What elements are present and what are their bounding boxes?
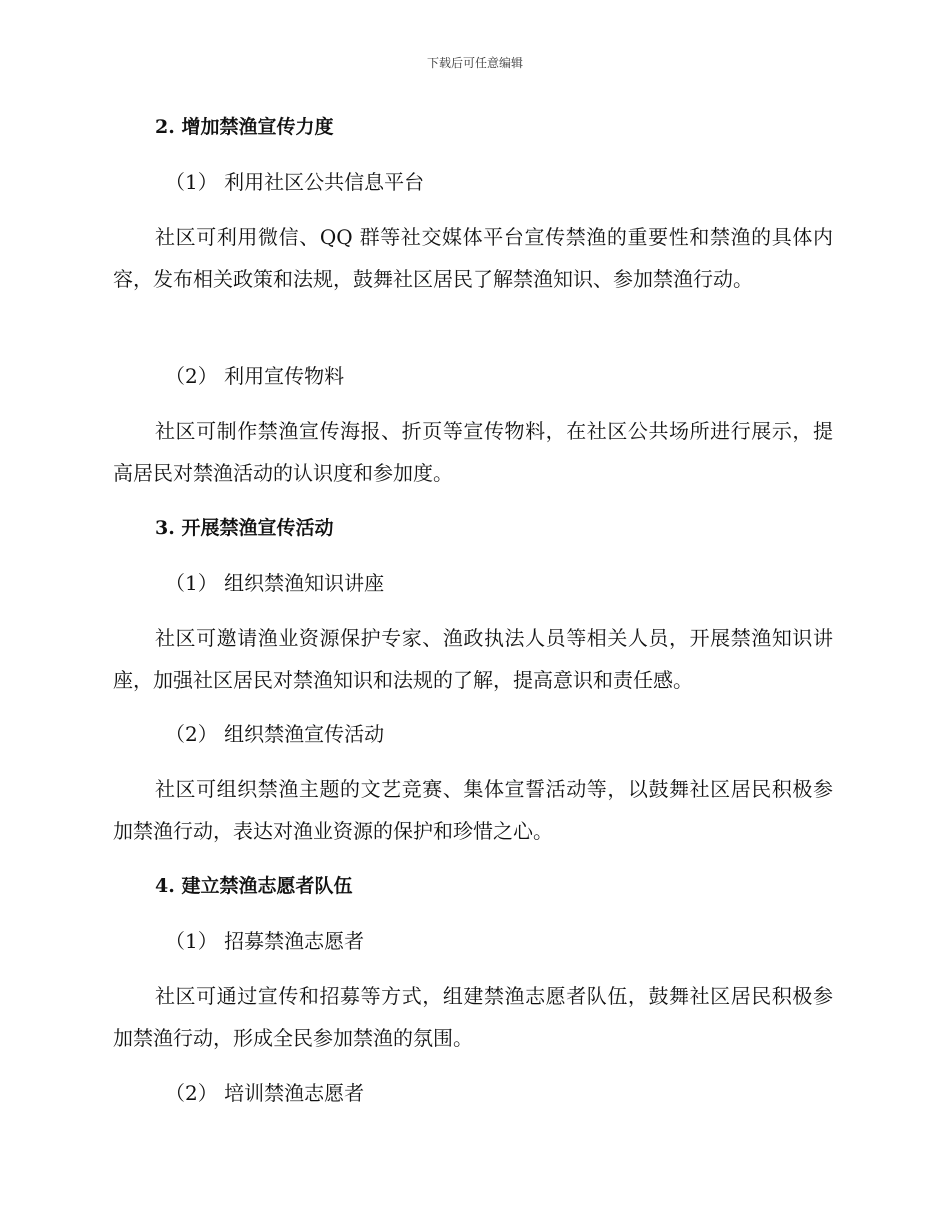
section-heading-4: 4. 建立禁渔志愿者队伍 <box>155 875 353 897</box>
paragraph-4-1: 社区可通过宣传和招募等方式，组建禁渔志愿者队伍，鼓舞社区居民积极参加禁渔行动，形成全民参加禁渔的氛围。 <box>113 984 833 1050</box>
section-heading-2: 2. 增加禁渔宣传力度 <box>155 116 334 138</box>
paragraph-2-1: 社区可利用微信、QQ 群等社交媒体平台宣传禁渔的重要性和禁渔的具体内容，发布相关政策和法规，鼓舞社区居民了解禁渔知识、参加禁渔行动。 <box>113 225 833 291</box>
subheading-3-1: （1） 组织禁渔知识讲座 <box>165 571 385 595</box>
subheading-2-1: （1） 利用社区公共信息平台 <box>165 170 425 194</box>
paragraph-2-2: 社区可制作禁渔宣传海报、折页等宣传物料，在社区公共场所进行展示，提高居民对禁渔活动的认识度和参加度。 <box>113 419 833 485</box>
subheading-2-2: （2） 利用宣传物料 <box>165 364 345 388</box>
paragraph-3-2: 社区可组织禁渔主题的文艺竞赛、集体宣誓活动等，以鼓舞社区居民积极参加禁渔行动，表达对渔业资源的保护和珍惜之心。 <box>113 777 833 843</box>
paragraph-3-1: 社区可邀请渔业资源保护专家、渔政执法人员等相关人员，开展禁渔知识讲座，加强社区居民对禁渔知识和法规的了解，提高意识和责任感。 <box>113 626 833 692</box>
subheading-4-2: （2） 培训禁渔志愿者 <box>165 1081 365 1105</box>
section-heading-3: 3. 开展禁渔宣传活动 <box>155 517 334 539</box>
subheading-3-2: （2） 组织禁渔宣传活动 <box>165 722 385 746</box>
header-note: 下载后可任意编辑 <box>426 56 523 70</box>
subheading-4-1: （1） 招募禁渔志愿者 <box>165 929 365 953</box>
